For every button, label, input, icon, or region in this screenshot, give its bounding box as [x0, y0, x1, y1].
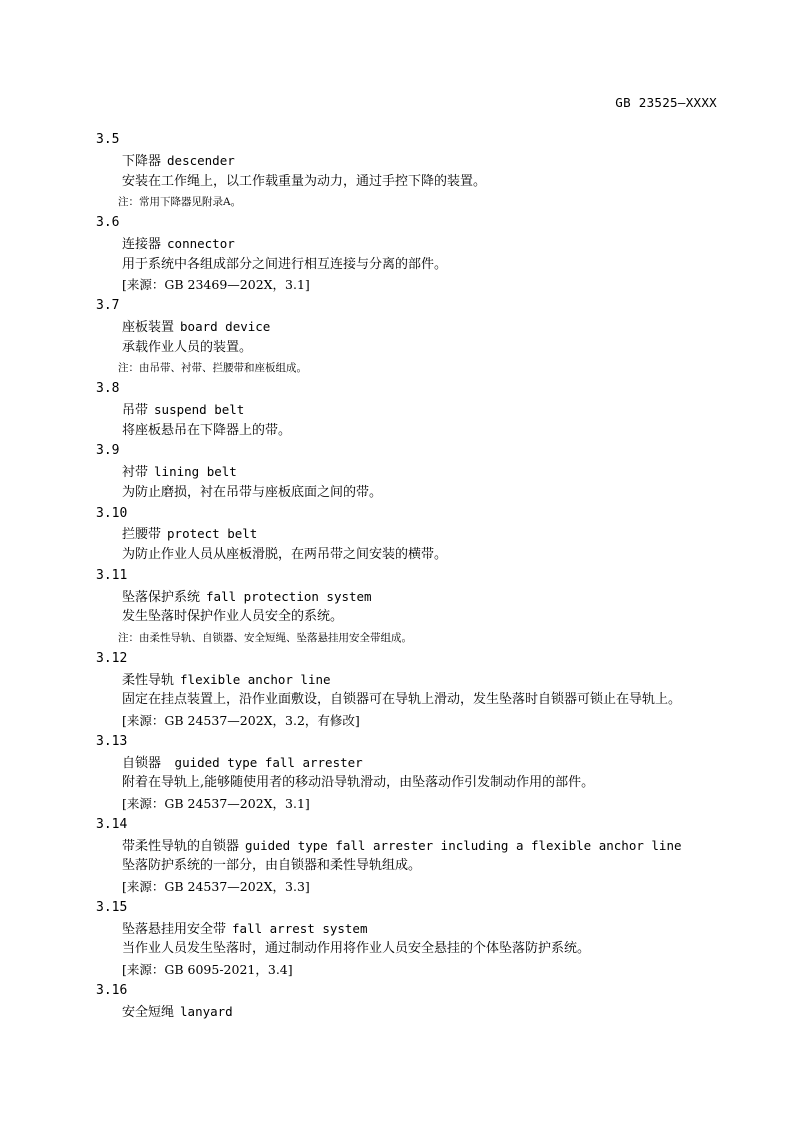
term-english: suspend belt — [154, 401, 245, 417]
term-note: 注：由柔性导轨、自锁器、安全短绳、坠落悬挂用安全带组成。 — [118, 632, 412, 644]
term-definition: 承载作业人员的装置。 — [122, 339, 253, 355]
term-chinese: 座板装置 — [122, 319, 175, 335]
term-heading — [96, 919, 736, 940]
document-code-header: GB 23525—XXXX — [615, 95, 717, 110]
term-entry — [96, 296, 736, 379]
term-heading — [96, 587, 736, 608]
term-number: 3.13 — [96, 733, 128, 749]
term-english: protect belt — [167, 526, 258, 542]
term-number: 3.14 — [96, 816, 128, 832]
term-chinese: 下降器 — [122, 153, 162, 169]
term-heading — [96, 400, 736, 421]
term-heading — [96, 670, 736, 691]
term-number: 3.12 — [96, 650, 128, 666]
term-number: 3.10 — [96, 505, 128, 521]
term-english: guided type fall arrester — [167, 754, 363, 770]
term-english: descender — [167, 152, 235, 168]
term-english: lanyard — [180, 1003, 233, 1019]
term-english: connector — [167, 235, 235, 251]
term-entry — [96, 815, 736, 898]
term-entry — [96, 504, 736, 566]
term-entry — [96, 981, 736, 1023]
term-entry — [96, 566, 736, 649]
term-definition: 发生坠落时保护作业人员安全的系统。 — [122, 609, 344, 625]
term-heading — [96, 524, 736, 545]
term-heading — [96, 462, 736, 483]
term-entry — [96, 379, 736, 441]
term-heading — [96, 234, 736, 255]
term-chinese: 安全短绳 — [122, 1004, 175, 1020]
term-chinese: 坠落悬挂用安全带 — [122, 921, 227, 937]
term-number: 3.8 — [96, 381, 120, 396]
terms-definitions-list — [96, 130, 736, 1022]
term-number: 3.16 — [96, 982, 128, 998]
term-entry — [96, 441, 736, 503]
term-entry — [96, 898, 736, 981]
term-english: fall arrest system — [232, 920, 368, 936]
term-chinese: 带柔性导轨的自锁器 — [122, 838, 240, 854]
term-definition: 附着在导轨上,能够随使用者的移动沿导轨滑动，由坠落动作引发制动作用的部件。 — [122, 775, 595, 791]
term-source: [来源：GB 23469—202X，3.1] — [122, 277, 310, 293]
term-source: [来源：GB 6095-2021，3.4] — [122, 962, 293, 977]
term-number: 3.15 — [96, 899, 128, 915]
term-heading — [96, 753, 736, 774]
term-definition: 安装在工作绳上，以工作载重量为动力，通过手控下降的装置。 — [122, 173, 487, 189]
term-source: [来源：GB 24537—202X，3.3] — [122, 879, 310, 894]
term-definition: 将座板悬吊在下降器上的带。 — [122, 422, 292, 438]
term-number: 3.9 — [96, 443, 120, 459]
term-entry — [96, 213, 736, 296]
term-english: flexible anchor line — [180, 671, 331, 687]
term-number: 3.5 — [96, 132, 120, 147]
term-number: 3.6 — [96, 215, 120, 230]
term-english: board device — [180, 318, 271, 334]
term-heading — [96, 1002, 736, 1023]
term-chinese: 拦腰带 — [122, 527, 162, 543]
term-number: 3.7 — [96, 298, 120, 313]
term-chinese: 自锁器 — [122, 755, 162, 771]
term-heading — [96, 836, 736, 857]
term-chinese: 衬带 — [122, 465, 149, 480]
term-definition: 用于系统中各组成部分之间进行相互连接与分离的部件。 — [122, 256, 448, 272]
term-english: fall protection system — [206, 588, 372, 604]
term-entry — [96, 130, 736, 213]
term-definition: 为防止作业人员从座板滑脱，在两吊带之间安装的横带。 — [122, 547, 448, 562]
term-note: 注：由吊带、衬带、拦腰带和座板组成。 — [118, 362, 307, 375]
term-source: [来源：GB 24537—202X，3.1] — [122, 796, 310, 811]
term-definition: 坠落防护系统的一部分，由自锁器和柔性导轨组成。 — [122, 858, 422, 874]
term-chinese: 坠落保护系统 — [122, 589, 201, 605]
term-english: guided type fall arrester including a flexible anchor line — [245, 837, 682, 853]
term-english: lining belt — [154, 464, 237, 479]
term-definition: 固定在挂点装置上，沿作业面敷设，自锁器可在导轨上滑动，发生坠落时自锁器可锁止在导轨上。 — [122, 692, 682, 708]
term-definition: 当作业人员发生坠落时，通过制动作用将作业人员安全悬挂的个体坠落防护系统。 — [122, 941, 591, 957]
term-source: [来源：GB 24537—202X，3.2，有修改] — [122, 713, 360, 728]
term-definition: 为防止磨损，衬在吊带与座板底面之间的带。 — [122, 484, 383, 500]
term-chinese: 柔性导轨 — [122, 672, 175, 688]
term-number: 3.11 — [96, 567, 128, 583]
term-entry — [96, 649, 736, 732]
term-chinese: 吊带 — [122, 402, 149, 418]
term-note: 注：常用下降器见附录A。 — [118, 196, 242, 209]
term-entry — [96, 732, 736, 815]
term-heading — [96, 151, 736, 172]
term-chinese: 连接器 — [122, 236, 162, 252]
term-heading — [96, 317, 736, 338]
